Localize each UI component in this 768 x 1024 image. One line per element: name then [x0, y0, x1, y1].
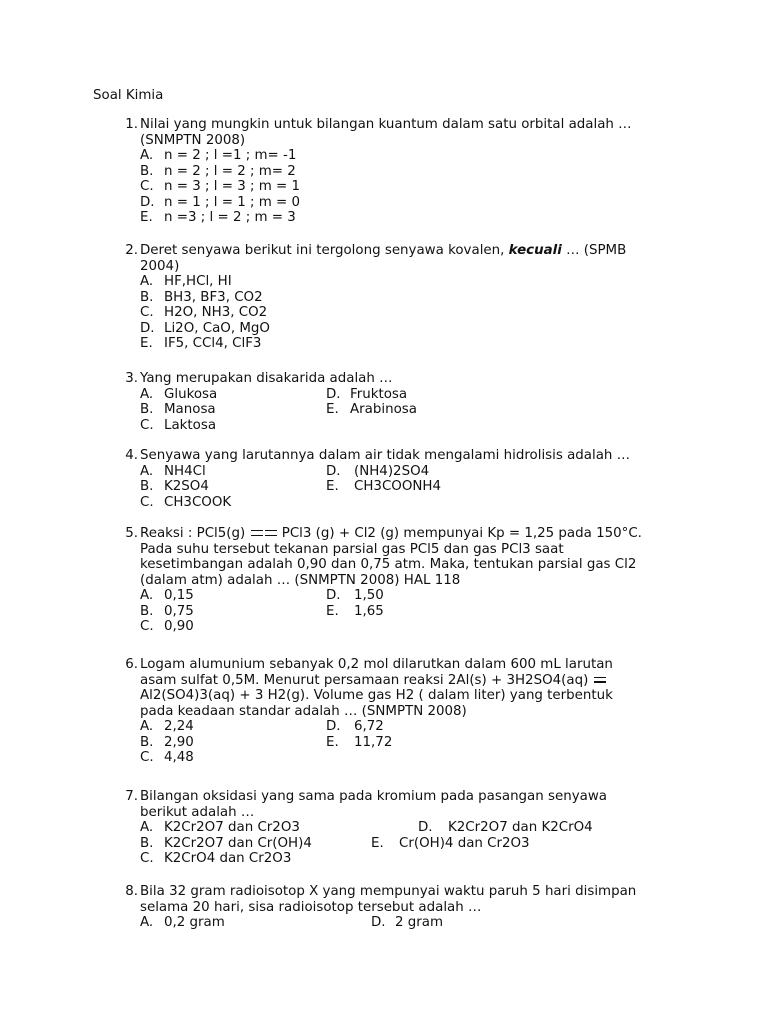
option: B. BH3, BF3, CO2 [140, 289, 263, 305]
question-1 [116, 117, 676, 226]
equilibrium-arrow-icon [593, 677, 607, 683]
question-8 [116, 884, 676, 931]
equilibrium-arrow-icon [264, 530, 278, 536]
option-row: C. K2CrO4 dan Cr2O3 [140, 851, 292, 867]
option: C. H2O, NH3, CO2 [140, 305, 268, 321]
question-number: 4. [125, 448, 138, 463]
option-row: A. 0,15 D. 1,50 [140, 588, 384, 603]
option: E. n =3 ; l = 2 ; m = 3 [140, 210, 296, 226]
option-row: B. K2Cr2O7 dan Cr(OH)4 E. Cr(OH)4 dan Cr2O3 [140, 835, 530, 851]
question-number: 6. [125, 657, 138, 672]
option: B. n = 2 ; l = 2 ; m= 2 [140, 163, 296, 179]
options-list [140, 387, 676, 434]
question-5 [116, 526, 676, 635]
question-text: Deret senyawa berikut ini tergolong senyawa kovalen, kecuali … (SPMB 2004) [140, 243, 627, 274]
question-6 [116, 657, 676, 766]
options-list [140, 719, 676, 766]
question-text: Logam alumunium sebanyak 0,2 mol dilarutkan dalam 600 mL larutan asam sulfat 0,5M. Menurut persamaan reaksi 2Al(s) + 3H2SO4(aq) Al2(SO4)3(aq) + 3 H2(g). Volume gas H2 ( dalam liter) yang terbentuk pada keadaan standar adalah … (SNMPTN 2008) [140, 657, 613, 719]
question-7 [116, 789, 676, 867]
question-number: 2. [125, 243, 138, 258]
option-row: C. 4,48 [140, 750, 194, 766]
option-row: A. Glukosa D. Fruktosa [140, 386, 408, 402]
options-list [140, 274, 676, 352]
options-list [140, 915, 676, 931]
option: D. Li2O, CaO, MgO [140, 320, 270, 336]
options-list [140, 588, 676, 635]
question-4 [116, 448, 676, 510]
option-row: B. 0,75 E. 1,65 [140, 603, 384, 619]
emphasis-kecuali: kecuali [508, 243, 562, 258]
question-number: 8. [125, 884, 138, 899]
question-text: Senyawa yang larutannya dalam air tidak mengalami hidrolisis adalah … [140, 448, 631, 463]
question-3 [116, 371, 676, 433]
option: A. n = 2 ; l =1 ; m= -1 [140, 148, 297, 163]
question-text: Yang merupakan disakarida adalah … [140, 371, 393, 386]
option: C. n = 3 ; l = 3 ; m = 1 [140, 179, 301, 195]
question-2 [116, 243, 676, 352]
question-text: Bila 32 gram radioisotop X yang mempunyai waktu paruh 5 hari disimpan selama 20 hari, sisa radioisotop tersebut adalah … [140, 884, 637, 915]
option: E. IF5, CCl4, ClF3 [140, 336, 262, 352]
question-number: 7. [125, 789, 138, 804]
equilibrium-arrow-icon [250, 530, 264, 536]
option-row: A. NH4Cl D. (NH4)2SO4 [140, 463, 430, 479]
option-row: B. Manosa E. Arabinosa [140, 402, 417, 418]
options-list [140, 820, 676, 867]
question-text: Bilangan oksidasi yang sama pada kromium pada pasangan senyawa berikut adalah … [140, 789, 607, 820]
question-text: Reaksi : PCl5(g) PCl3 (g) + Cl2 (g) mempunyai Kp = 1,25 pada 150°C. Pada suhu tersebut tekanan parsial gas PCl5 dan gas PCl3 saat kesetimbangan adalah 0,90 dan 0,75 atm. Maka, tentukan parsial gas Cl2 (dalam atm) adalah … (SNMPTN 2008) HAL 118 [140, 526, 642, 588]
option-row: B. 2,90 E. 11,72 [140, 734, 393, 750]
question-number: 3. [125, 371, 138, 386]
option-row: C. Laktosa [140, 417, 217, 433]
option-row: C. CH3COOK [140, 494, 232, 510]
question-text: Nilai yang mungkin untuk bilangan kuantum dalam satu orbital adalah … (SNMPTN 2008) [140, 117, 632, 148]
options-list [140, 464, 676, 511]
option-row: A. 0,2 gram D. 2 gram [140, 915, 444, 930]
option-row: B. K2SO4 E. CH3COONH4 [140, 479, 441, 495]
option: D. n = 1 ; l = 1 ; m = 0 [140, 194, 301, 210]
option-row: A. 2,24 D. 6,72 [140, 719, 384, 734]
question-number: 1. [125, 117, 138, 132]
question-number: 5. [125, 526, 138, 541]
option-row: A. K2Cr2O7 dan Cr2O3 D. K2Cr2O7 dan K2CrO4 [140, 820, 593, 835]
page-title: Soal Kimia [93, 88, 164, 103]
options-list [140, 148, 676, 226]
option: A. HF,HCl, HI [140, 274, 232, 289]
option-row: C. 0,90 [140, 619, 194, 635]
